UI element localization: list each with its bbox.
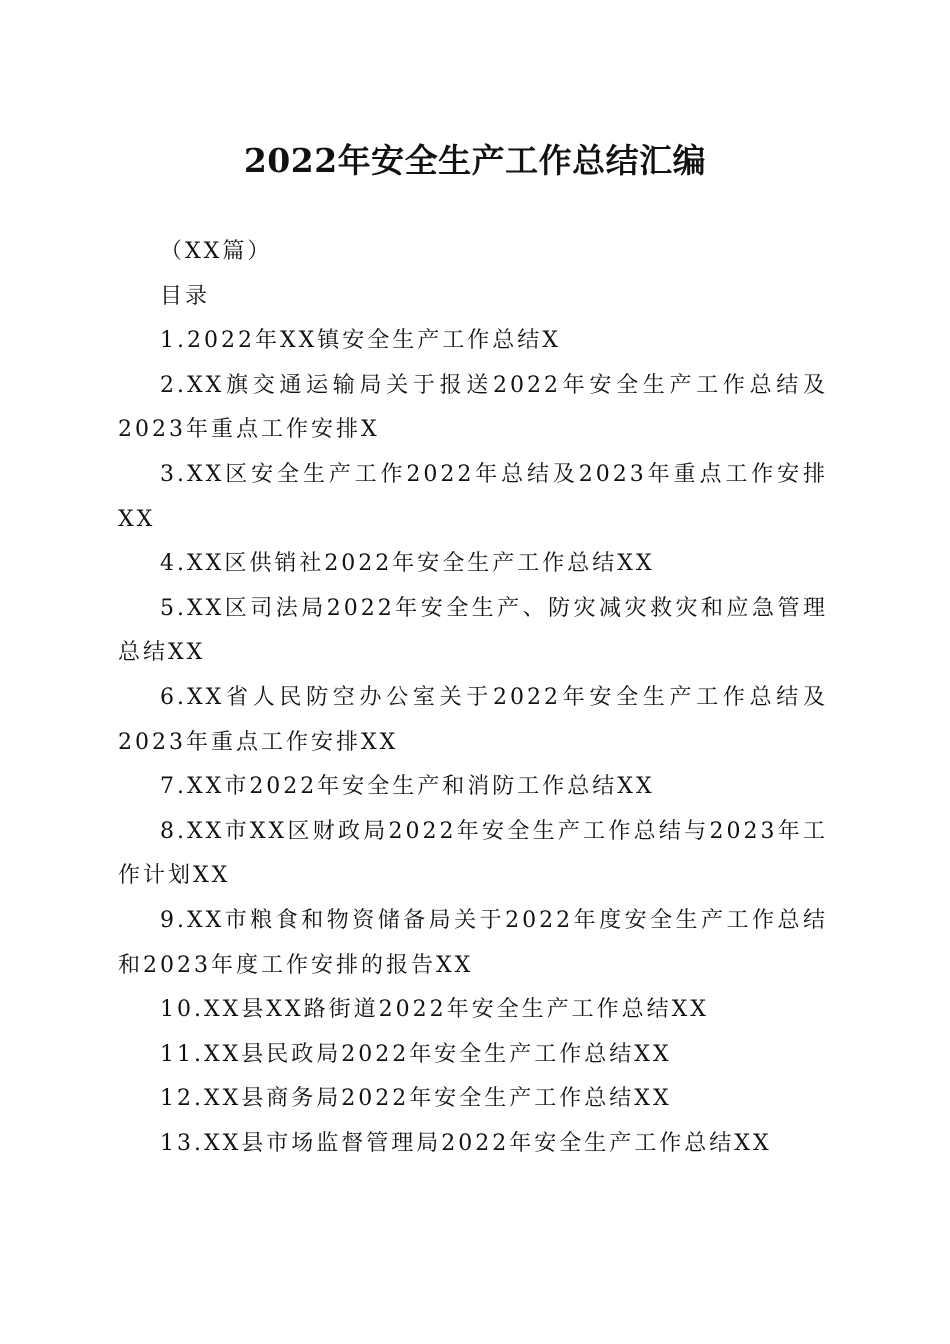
toc-item: 7.XX市2022年安全生产和消防工作总结XX [160,774,655,800]
toc-item: 9.XX市粮食和物资储备局关于2022年度安全生产工作总结和2023年度工作安排的报告XX [118,907,828,978]
toc-heading: 目录 [160,283,211,309]
subtitle: （XX篇） [160,239,273,264]
toc-item: 4.XX区供销社2022年安全生产工作总结XX [160,551,655,577]
toc-item: 3.XX区安全生产工作2022年总结及2023年重点工作安排XX [118,461,828,532]
toc-item: 10.XX县XX路街道2022年安全生产工作总结XX [160,997,709,1023]
document-title: 2022年安全生产工作总结汇编 [243,141,707,180]
toc-item: 11.XX县民政局2022年安全生产工作总结XX [160,1041,672,1067]
toc-item: 2.XX旗交通运输局关于报送2022年安全生产工作总结及2023年重点工作安排X [118,372,828,443]
toc-item: 12.XX县商务局2022年安全生产工作总结XX [160,1086,672,1112]
toc-item: 6.XX省人民防空办公室关于2022年安全生产工作总结及2023年重点工作安排XX [118,684,828,755]
toc-item: 13.XX县市场监督管理局2022年安全生产工作总结XX [160,1130,772,1156]
document-body [118,230,828,1166]
toc-item: 5.XX区司法局2022年安全生产、防灾减灾救灾和应急管理总结XX [118,595,828,666]
toc-item: 1.2022年XX镇安全生产工作总结X [160,328,561,354]
toc-item: 8.XX市XX区财政局2022年安全生产工作总结与2023年工作计划XX [118,818,828,889]
